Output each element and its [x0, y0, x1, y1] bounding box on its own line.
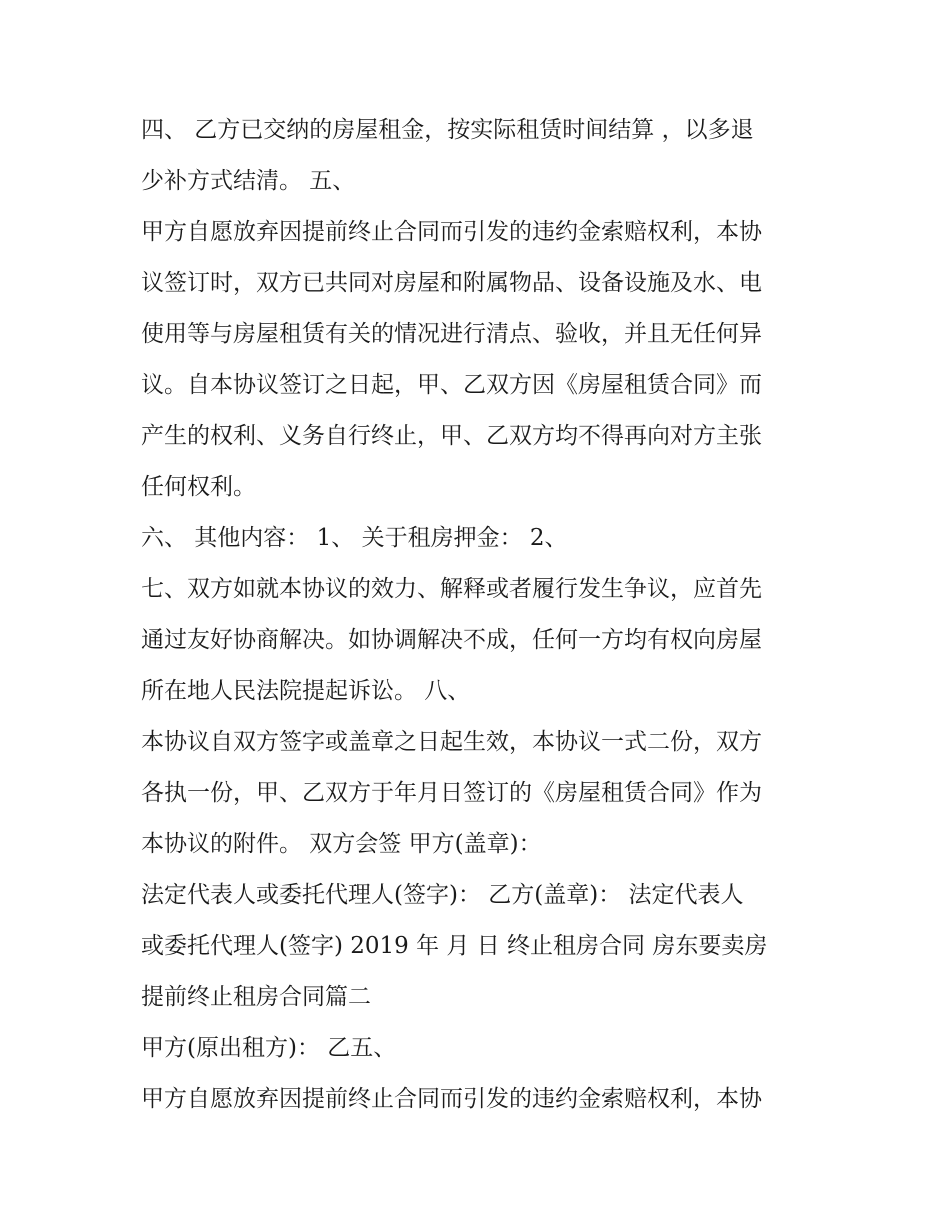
text-line: 或委托代理人(签字) 2019 年 月 日 终止租房合同 房东要卖房 [141, 933, 768, 959]
text-line: 各执一份，甲、乙双方于年月日签订的《房屋租赁合同》作为 [141, 780, 762, 806]
text-line: 产生的权利、义务自行终止，甲、乙双方均不得再向对方主张 [141, 423, 762, 449]
text-line: 通过友好协商解决。如协调解决不成，任何一方均有权向房屋 [141, 627, 762, 653]
text-line: 所在地人民法院提起诉讼。 八、 [141, 678, 471, 704]
text-line: 本协议自双方签字或盖章之日起生效，本协议一式二份，双方 [141, 729, 762, 755]
text-line: 任何权利。 [141, 474, 256, 500]
text-line: 七、双方如就本协议的效力、解释或者履行发生争议，应首先 [141, 576, 762, 602]
text-line: 甲方(原出租方)： 乙五、 [141, 1035, 397, 1061]
text-line: 议签订时，双方已共同对房屋和附属物品、设备设施及水、电 [141, 270, 762, 296]
text-line: 法定代表人或委托代理人(签字)： 乙方(盖章)： 法定代表人 [141, 882, 744, 908]
text-line: 提前终止租房合同篇二 [141, 984, 371, 1010]
text-line: 六、 其他内容： 1、 关于租房押金： 2、 [141, 525, 568, 551]
text-line: 甲方自愿放弃因提前终止合同而引发的违约金索赔权利，本协 [141, 1086, 762, 1112]
text-line: 四、 乙方已交纳的房屋租金，按实际租赁时间结算 ，以多退 [141, 117, 754, 143]
text-line: 议。自本协议签订之日起，甲、乙双方因《房屋租赁合同》而 [141, 372, 762, 398]
text-line: 本协议的附件。 双方会签 甲方(盖章)： [141, 831, 542, 857]
text-line: 使用等与房屋租赁有关的情况进行清点、验收，并且无任何异 [141, 321, 762, 347]
text-line: 少补方式结清。 五、 [141, 168, 356, 194]
text-line: 甲方自愿放弃因提前终止合同而引发的违约金索赔权利，本协 [141, 219, 762, 245]
